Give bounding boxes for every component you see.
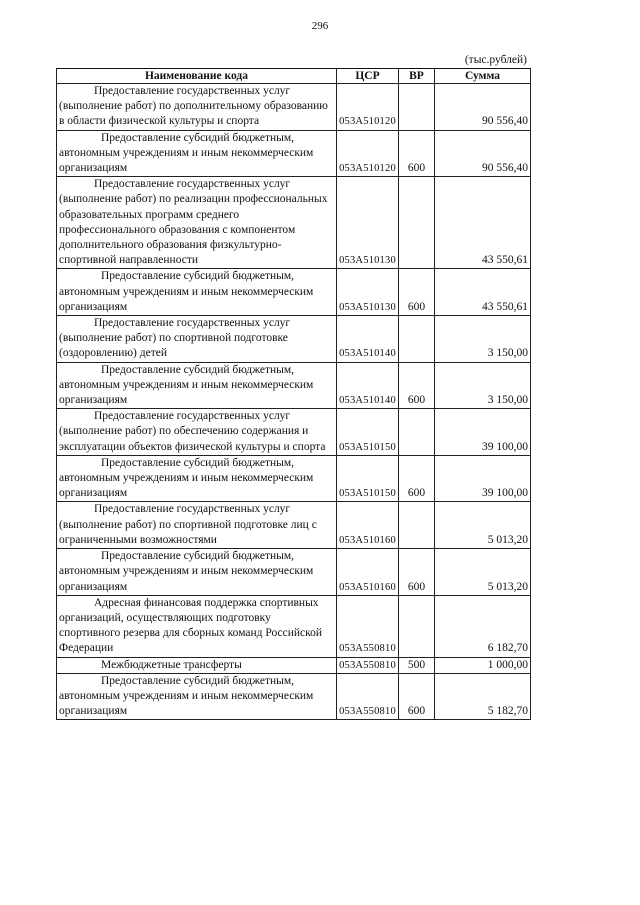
header-sum: Сумма: [435, 69, 531, 84]
row-vr: [399, 409, 435, 456]
row-sum: 90 556,40: [435, 130, 531, 177]
row-name: Предоставление субсидий бюджетным, автономным учреждениям и иным некоммерческим организациям: [57, 455, 337, 502]
table-row: [57, 595, 531, 657]
row-csr: 053А510130: [337, 269, 399, 316]
row-name: Предоставление субсидий бюджетным, автономным учреждениям и иным некоммерческим организациям: [57, 549, 337, 596]
row-csr: 053А510160: [337, 502, 399, 549]
row-name: Предоставление государственных услуг (выполнение работ) по обеспечению содержания и эксплуатации объектов физической культуры и спорта: [57, 409, 337, 456]
row-vr: 600: [399, 549, 435, 596]
row-vr: [399, 177, 435, 269]
row-sum: 90 556,40: [435, 84, 531, 131]
row-csr: 053А510150: [337, 455, 399, 502]
row-vr: 600: [399, 455, 435, 502]
table-row: [57, 177, 531, 269]
row-sum: 5 182,70: [435, 673, 531, 720]
header-csr: ЦСР: [337, 69, 399, 84]
row-sum: 43 550,61: [435, 177, 531, 269]
row-name: Предоставление государственных услуг (выполнение работ) по дополнительному образованию в области физической культуры и спорта: [57, 84, 337, 131]
row-vr: [399, 84, 435, 131]
row-vr: 600: [399, 130, 435, 177]
row-name: Предоставление субсидий бюджетным, автономным учреждениям и иным некоммерческим организациям: [57, 130, 337, 177]
row-csr: 053А510120: [337, 84, 399, 131]
row-csr: 053А550810: [337, 657, 399, 673]
row-name: Предоставление государственных услуг (выполнение работ) по спортивной подготовке (оздоровлению) детей: [57, 316, 337, 363]
table-row: [57, 130, 531, 177]
budget-table: [56, 68, 531, 720]
row-sum: 39 100,00: [435, 455, 531, 502]
row-csr: 053А510160: [337, 549, 399, 596]
row-vr: 600: [399, 269, 435, 316]
row-vr: 600: [399, 673, 435, 720]
row-csr: 053А510140: [337, 362, 399, 409]
units-label: (тыс.рублей): [464, 54, 527, 66]
row-sum: 5 013,20: [435, 549, 531, 596]
row-name: Адресная финансовая поддержка спортивных организаций, осуществляющих подготовку спортивного резерва для сборных команд Российской Федерации: [57, 595, 337, 657]
row-csr: 053А550810: [337, 673, 399, 720]
header-name: Наименование кода: [57, 69, 337, 84]
row-sum: 5 013,20: [435, 502, 531, 549]
table-row: [57, 502, 531, 549]
row-csr: 053А510120: [337, 130, 399, 177]
table-header-row: [57, 69, 531, 84]
row-sum: 39 100,00: [435, 409, 531, 456]
row-name: Предоставление государственных услуг (выполнение работ) по спортивной подготовке лиц с ограниченными возможностями: [57, 502, 337, 549]
table-row: [57, 84, 531, 131]
row-name: Межбюджетные трансферты: [57, 657, 337, 673]
table-row: [57, 549, 531, 596]
row-vr: 500: [399, 657, 435, 673]
header-vr: ВР: [399, 69, 435, 84]
table-row: [57, 316, 531, 363]
row-vr: 600: [399, 362, 435, 409]
row-vr: [399, 502, 435, 549]
row-name: Предоставление субсидий бюджетным, автономным учреждениям и иным некоммерческим организациям: [57, 269, 337, 316]
table-row: [57, 657, 531, 673]
table-row: [57, 409, 531, 456]
row-name: Предоставление государственных услуг (выполнение работ) по реализации профессиональных образовательных программ среднего профессионального образования с компонентом дополнительного образования физкультурно-спортивной направленности: [57, 177, 337, 269]
row-sum: 6 182,70: [435, 595, 531, 657]
row-vr: [399, 595, 435, 657]
row-csr: 053А550810: [337, 595, 399, 657]
table-row: [57, 455, 531, 502]
row-sum: 3 150,00: [435, 362, 531, 409]
row-sum: 1 000,00: [435, 657, 531, 673]
row-csr: 053А510140: [337, 316, 399, 363]
row-sum: 3 150,00: [435, 316, 531, 363]
table-row: [57, 362, 531, 409]
row-vr: [399, 316, 435, 363]
page-number: 296: [311, 20, 329, 32]
row-csr: 053А510130: [337, 177, 399, 269]
row-sum: 43 550,61: [435, 269, 531, 316]
table-row: [57, 269, 531, 316]
row-name: Предоставление субсидий бюджетным, автономным учреждениям и иным некоммерческим организациям: [57, 673, 337, 720]
row-name: Предоставление субсидий бюджетным, автономным учреждениям и иным некоммерческим организациям: [57, 362, 337, 409]
row-csr: 053А510150: [337, 409, 399, 456]
table-row: [57, 673, 531, 720]
